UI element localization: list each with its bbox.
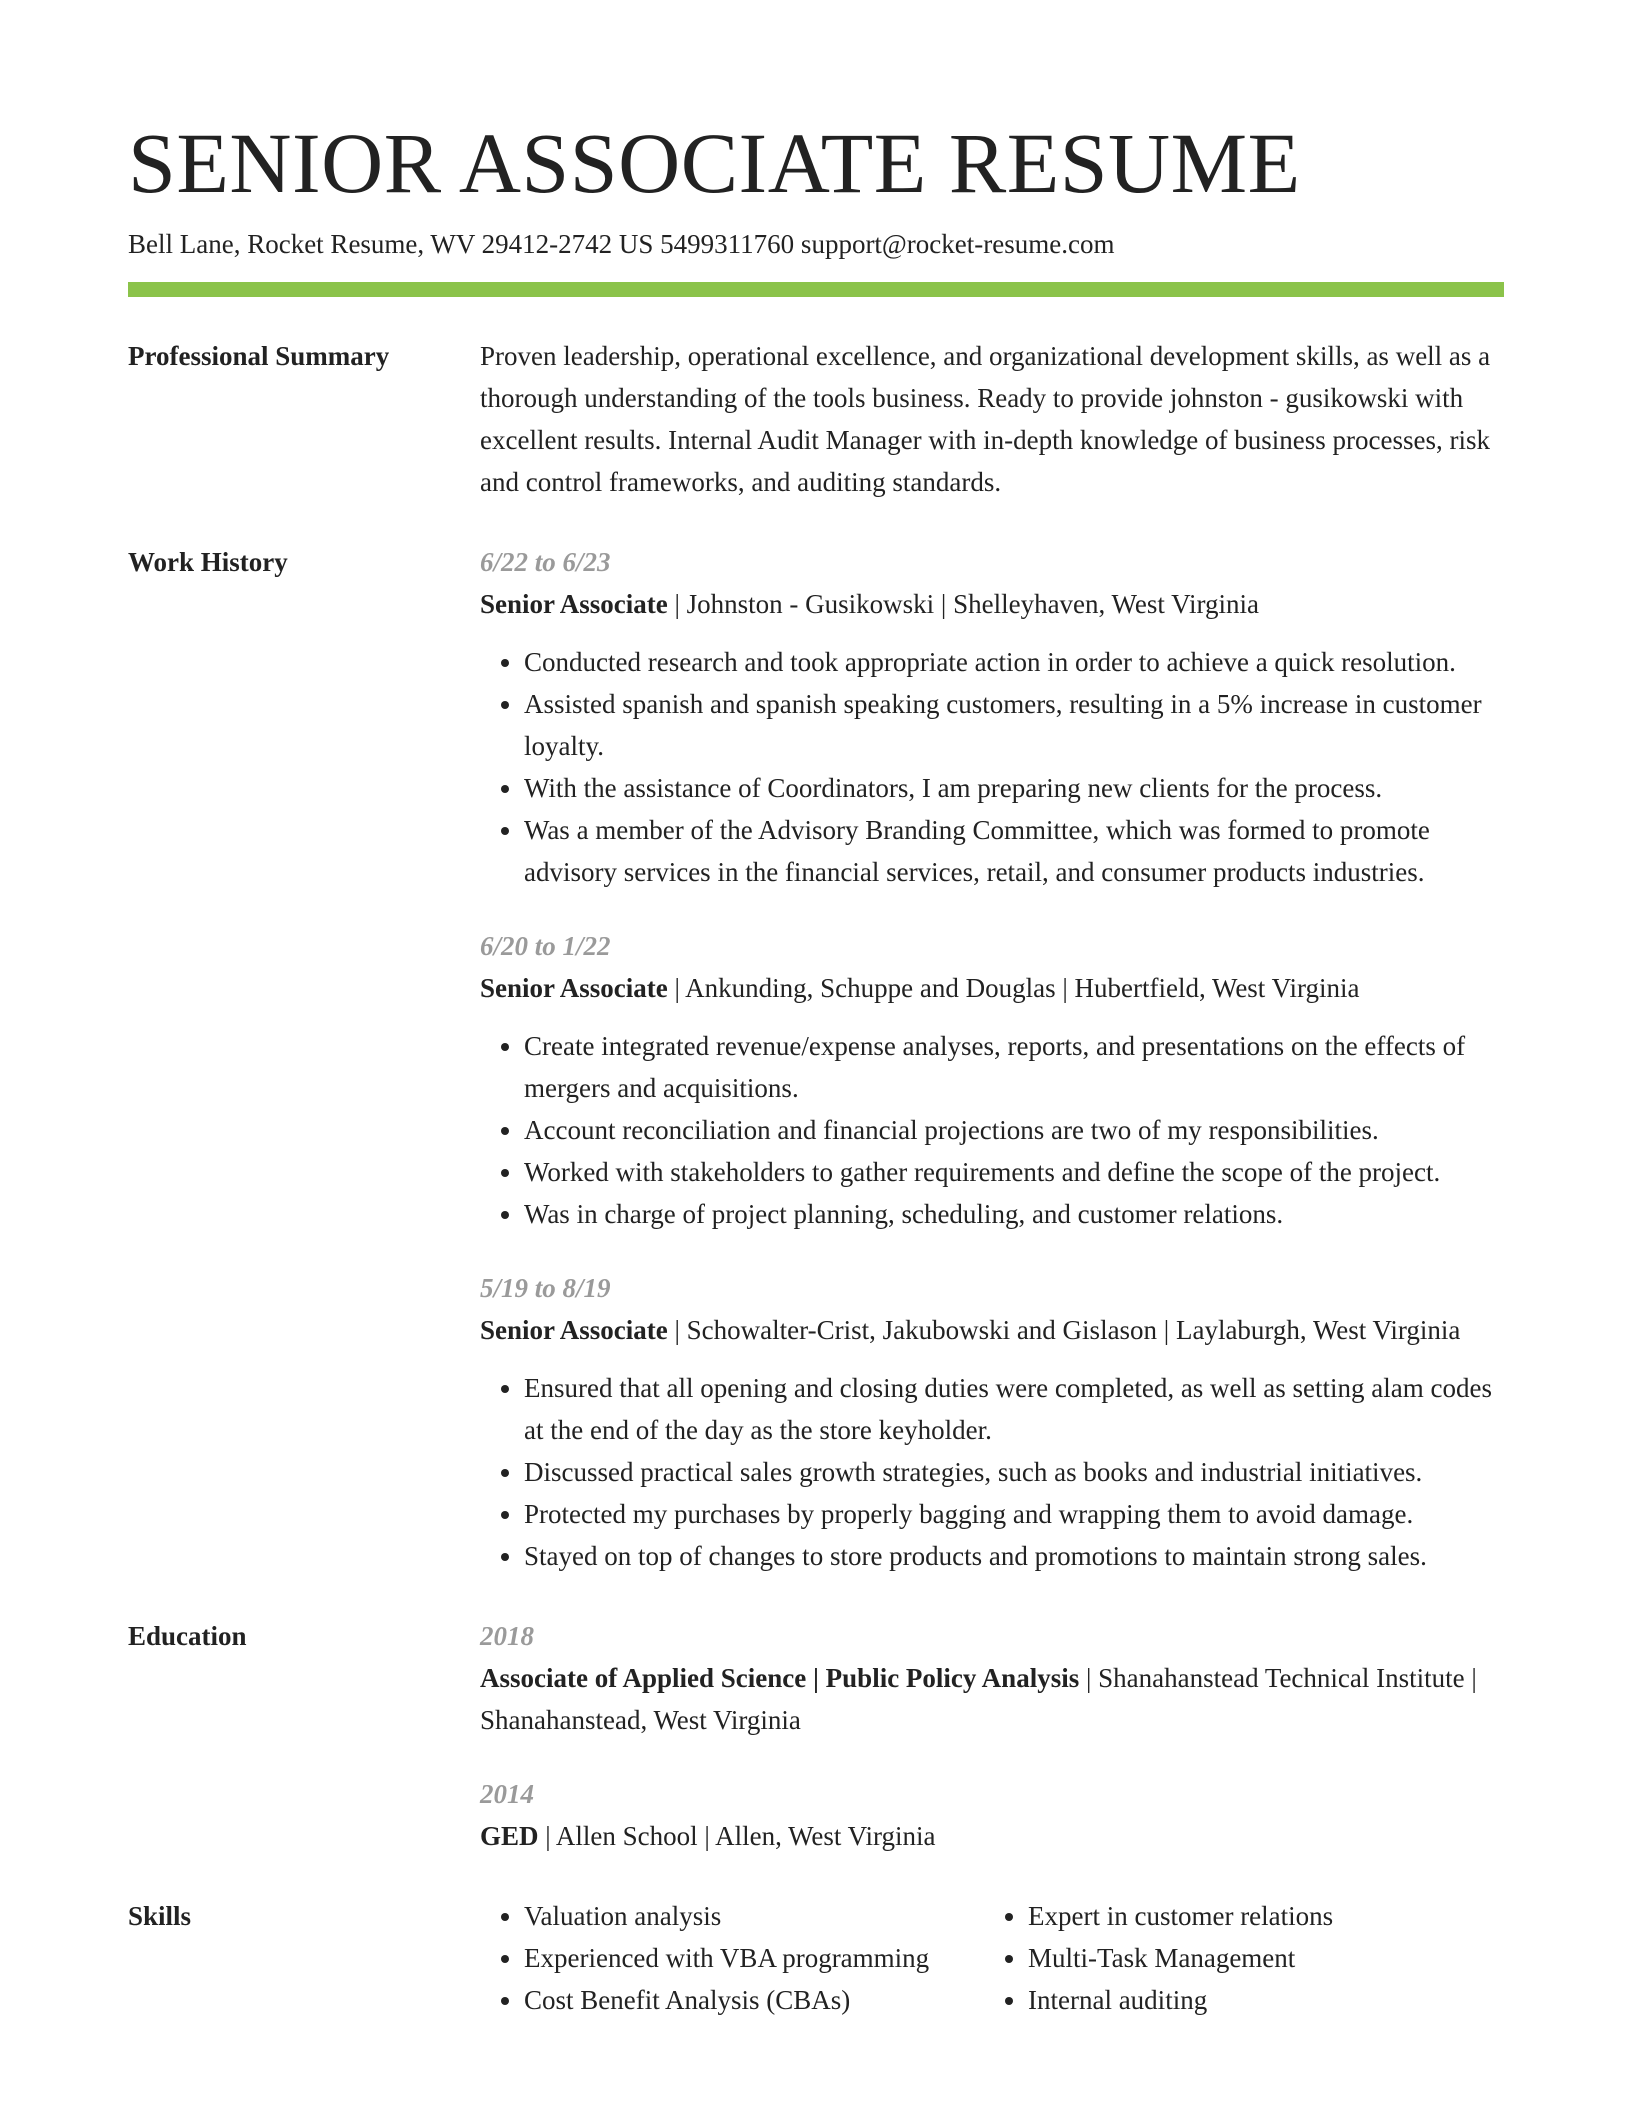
skill-item: • Experienced with VBA programming	[524, 1937, 984, 1979]
job-bullet: • Stayed on top of changes to store products and promotions to maintain strong sales.	[524, 1535, 1504, 1577]
job-bullet: • Was a member of the Advisory Branding Committee, which was formed to promote advisory services in the financial services, retail, and consumer products industries.	[524, 809, 1504, 893]
skill-item: • Multi-Task Management	[1028, 1937, 1484, 1979]
job-bullets	[480, 1367, 1504, 1577]
education-degree: Associate of Applied Science | Public Policy Analysis	[480, 1663, 1080, 1694]
resume-page	[128, 0, 1504, 2021]
contact-line: Bell Lane, Rocket Resume, WV 29412-2742 US 5499311760 support@rocket-resume.com	[128, 229, 1115, 259]
job-dates: 6/22 to 6/23	[480, 547, 611, 578]
job-bullet: • Create integrated revenue/expense analyses, reports, and presentations on the effects of mergers and acquisitions.	[524, 1025, 1504, 1109]
education-section	[128, 1615, 1504, 1857]
job-role-line	[480, 583, 1504, 625]
job-bullet: • Account reconciliation and financial projections are two of my responsibilities.	[524, 1109, 1504, 1151]
resume-title: SENIOR ASSOCIATE RESUME	[128, 115, 1301, 211]
summary-text: Proven leadership, operational excellence, and organizational development skills, as well as a thorough understanding of the tools business. Ready to provide johnston - gusikowski with excellent results. Internal Audit Manager with in-depth knowledge of business processes, risk and control frameworks, and auditing standards.	[480, 341, 1491, 498]
job-title: Senior Associate	[480, 1315, 668, 1346]
accent-divider	[128, 282, 1504, 297]
education-body	[480, 1615, 1504, 1857]
education-entry	[480, 1615, 1504, 1741]
section-label-summary: Professional Summary	[128, 341, 390, 372]
skills-column-left	[480, 1895, 984, 2021]
section-label-education: Education	[128, 1621, 247, 1652]
job-bullet: • Conducted research and took appropriate action in order to achieve a quick resolution.	[524, 641, 1504, 683]
job-bullets	[480, 641, 1504, 893]
job-entry	[480, 541, 1504, 893]
skill-item: • Internal auditing	[1028, 1979, 1484, 2021]
skill-item: • Cost Benefit Analysis (CBAs)	[524, 1979, 984, 2021]
job-bullet: • With the assistance of Coordinators, I am preparing new clients for the process.	[524, 767, 1504, 809]
skill-item: • Valuation analysis	[524, 1895, 984, 1937]
education-line	[480, 1657, 1504, 1741]
education-degree: GED	[480, 1821, 539, 1852]
education-details: | Allen School | Allen, West Virginia	[538, 1821, 936, 1852]
job-role-line	[480, 967, 1504, 1009]
job-details: | Ankunding, Schuppe and Douglas | Hubertfield, West Virginia	[667, 973, 1360, 1004]
job-bullet: • Discussed practical sales growth strategies, such as books and industrial initiatives.	[524, 1451, 1504, 1493]
job-role-line	[480, 1309, 1504, 1351]
skills-body	[480, 1895, 1504, 2021]
section-label-work-history: Work History	[128, 547, 288, 578]
job-bullet: • Was in charge of project planning, scheduling, and customer relations.	[524, 1193, 1504, 1235]
job-title: Senior Associate	[480, 973, 668, 1004]
education-entry	[480, 1773, 1504, 1857]
job-title: Senior Associate	[480, 589, 668, 620]
summary-body	[480, 335, 1504, 503]
job-entry	[480, 1267, 1504, 1577]
job-bullet: • Protected my purchases by properly bagging and wrapping them to avoid damage.	[524, 1493, 1504, 1535]
education-year: 2018	[480, 1621, 534, 1652]
job-bullet: • Worked with stakeholders to gather requirements and define the scope of the project.	[524, 1151, 1504, 1193]
education-details: | Shanahanstead Technical Institute | Shanahanstead, West Virginia	[480, 1663, 1477, 1736]
job-bullets	[480, 1025, 1504, 1235]
job-entry	[480, 925, 1504, 1235]
skills-column-right	[984, 1895, 1484, 2021]
job-dates: 6/20 to 1/22	[480, 931, 611, 962]
education-year: 2014	[480, 1779, 534, 1810]
skills-grid	[480, 1895, 1504, 2021]
job-bullet: • Assisted spanish and spanish speaking customers, resulting in a 5% increase in customer loyalty.	[524, 683, 1504, 767]
section-label-skills: Skills	[128, 1901, 192, 1932]
skills-section	[128, 1895, 1504, 2021]
job-bullet: • Ensured that all opening and closing duties were completed, as well as setting alam codes at the end of the day as the store keyholder.	[524, 1367, 1504, 1451]
summary-section	[128, 335, 1504, 503]
job-details: | Schowalter-Crist, Jakubowski and Gislason | Laylaburgh, West Virginia	[667, 1315, 1461, 1346]
skill-item: • Expert in customer relations	[1028, 1895, 1484, 1937]
job-details: | Johnston - Gusikowski | Shelleyhaven, West Virginia	[667, 589, 1259, 620]
job-dates: 5/19 to 8/19	[480, 1273, 611, 1304]
education-line	[480, 1815, 1504, 1857]
work-history-section	[128, 541, 1504, 1577]
work-history-body	[480, 541, 1504, 1577]
